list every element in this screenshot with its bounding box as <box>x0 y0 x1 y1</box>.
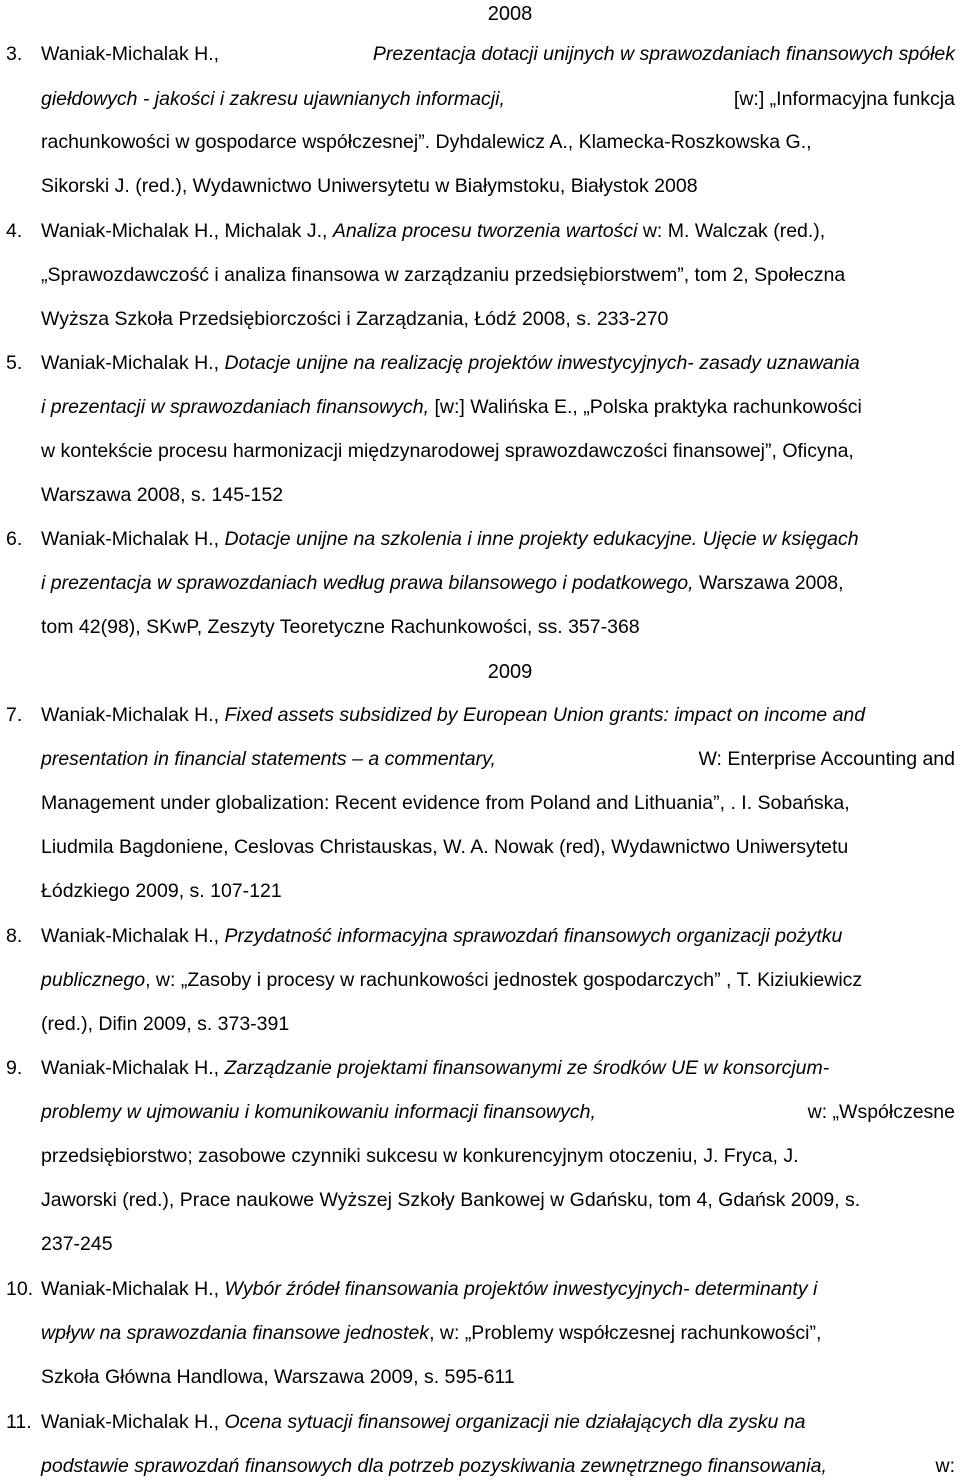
entry-line: „Sprawozdawczość i analiza finansowa w zarządzaniu przedsiębiorstwem”, tom 2, Społeczna <box>41 264 846 286</box>
entry-line <box>41 971 862 991</box>
entry-number: 11. <box>6 1411 32 1433</box>
entry-number: 7. <box>6 704 23 726</box>
entry-line: Wyższa Szkoła Przedsiębiorczości i Zarządzania, Łódź 2008, s. 233-270 <box>41 308 669 330</box>
title-text: Analiza procesu tworzenia wartości <box>332 220 638 242</box>
title-text: Dotacje unijne na szkolenia i inne projekty edukacyjne. Ujęcie w księgach <box>224 528 859 550</box>
title-text: Dotacje unijne na realizację projektów inwestycyjnych- zasady uznawania <box>224 352 860 374</box>
author-text: Waniak-Michalak H., <box>41 1057 225 1079</box>
title-text: Ocena sytuacji finansowej organizacji nie działających dla zysku na <box>224 1411 806 1433</box>
source-text: w: „Współczesne <box>807 1101 955 1123</box>
title-text: i prezentacji w sprawozdaniach finansowych, <box>41 396 430 418</box>
source-text: W: Enterprise Accounting and <box>698 748 955 770</box>
entry-line: 237-245 <box>41 1233 113 1255</box>
entry-number: 8. <box>6 925 23 947</box>
title-text: wpływ na sprawozdania finansowe jednostek <box>41 1322 430 1344</box>
title-text: podstawie sprawozdań finansowych dla potrzeb pozyskiwania zewnętrznego finansowania, <box>41 1455 827 1477</box>
author-text: Waniak-Michalak H., <box>41 352 225 374</box>
entry-line: Jaworski (red.), Prace naukowe Wyższej Szkoły Bankowej w Gdańsku, tom 4, Gdańsk 2009, s. <box>41 1189 861 1211</box>
author-text: Waniak-Michalak H., <box>41 43 220 65</box>
source-text: [w:] „Informacyjna funkcja <box>733 88 955 110</box>
entry-line <box>41 1103 955 1123</box>
entry-number: 6. <box>6 528 23 550</box>
entry-line: w kontekście procesu harmonizacji międzynarodowej sprawozdawczości finansowej”, Oficyna, <box>41 440 854 462</box>
title-text: Wybór źródeł finansowania projektów inwestycyjnych- determinanty i <box>224 1278 818 1300</box>
title-text: Prezentacja dotacji unijnych w sprawozdaniach finansowych spółek <box>372 43 955 65</box>
entry-number: 10. <box>6 1278 34 1300</box>
entry-line: rachunkowości w gospodarce współczesnej”. Dyhdalewicz A., Klamecka-Roszkowska G., <box>41 131 812 153</box>
entry-line <box>41 530 859 550</box>
title-text: i prezentacja w sprawozdaniach według prawa bilansowego i podatkowego, <box>41 572 694 594</box>
entry-line: Warszawa 2008, s. 145-152 <box>41 484 284 506</box>
entry-line <box>41 1413 805 1433</box>
author-text: Waniak-Michalak H., <box>41 925 225 947</box>
title-text: Zarządzanie projektami finansowanymi ze środków UE w konsorcjum- <box>224 1057 830 1079</box>
entry-line <box>41 1059 829 1079</box>
source-text: [w:] Walińska E., „Polska praktyka rachunkowości <box>429 396 862 418</box>
entry-line: Sikorski J. (red.), Wydawnictwo Uniwersytetu w Białymstoku, Białystok 2008 <box>41 175 698 197</box>
author-text: Waniak-Michalak H., <box>41 704 225 726</box>
source-text: w: <box>935 1455 955 1477</box>
author-text: Waniak-Michalak H., <box>41 1278 225 1300</box>
entry-line <box>41 222 825 242</box>
source-text: w: M. Walczak (red.), <box>637 220 826 242</box>
entry-line: tom 42(98), SKwP, Zeszyty Teoretyczne Rachunkowości, ss. 357-368 <box>41 616 640 638</box>
year-heading-2008: 2008 <box>487 3 533 25</box>
entry-number: 3. <box>6 43 23 65</box>
entry-line <box>41 706 865 726</box>
entry-line <box>41 927 842 947</box>
entry-line <box>41 1324 821 1344</box>
entry-number: 5. <box>6 352 23 374</box>
source-text: Warszawa 2008, <box>693 572 844 594</box>
entry-number: 9. <box>6 1057 23 1079</box>
entry-line <box>41 1457 955 1477</box>
entry-line: przedsiębiorstwo; zasobowe czynniki sukcesu w konkurencyjnym otoczeniu, J. Fryca, J. <box>41 1145 799 1167</box>
entry-line <box>41 1280 817 1300</box>
title-text: problemy w ujmowaniu i komunikowaniu informacji finansowych, <box>41 1101 596 1123</box>
title-text: presentation in financial statements – a commentary, <box>41 748 496 770</box>
title-text: Fixed assets subsidized by European Union grants: impact on income and <box>224 704 866 726</box>
entry-line <box>41 90 955 110</box>
title-text: Przydatność informacyjna sprawozdań finansowych organizacji pożytku <box>224 925 843 947</box>
entry-line: (red.), Difin 2009, s. 373-391 <box>41 1013 290 1035</box>
entry-line <box>41 750 955 770</box>
entry-number: 4. <box>6 220 23 242</box>
entry-line <box>41 45 955 65</box>
title-text: publicznego <box>41 969 146 991</box>
entry-line <box>41 354 860 374</box>
source-text: , w: „Zasoby i procesy w rachunkowości jednostek gospodarczych” , T. Kiziukiewicz <box>145 969 863 991</box>
entry-line: Łódzkiego 2009, s. 107-121 <box>41 880 282 902</box>
entry-line: Liudmila Bagdoniene, Ceslovas Christauskas, W. A. Nowak (red), Wydawnictwo Uniwersytetu <box>41 836 849 858</box>
entry-line <box>41 574 844 594</box>
author-text: Waniak-Michalak H., <box>41 528 225 550</box>
entry-line: Szkoła Główna Handlowa, Warszawa 2009, s. 595-611 <box>41 1366 515 1388</box>
year-heading-2009: 2009 <box>487 661 533 683</box>
source-text: , w: „Problemy współczesnej rachunkowości”, <box>429 1322 822 1344</box>
entry-line <box>41 398 862 418</box>
title-text: giełdowych - jakości i zakresu ujawnianych informacji, <box>41 88 505 110</box>
author-text: Waniak-Michalak H., Michalak J., <box>41 220 333 242</box>
author-text: Waniak-Michalak H., <box>41 1411 225 1433</box>
entry-line: Management under globalization: Recent evidence from Poland and Lithuania”, . I. Sobańska, <box>41 792 850 814</box>
